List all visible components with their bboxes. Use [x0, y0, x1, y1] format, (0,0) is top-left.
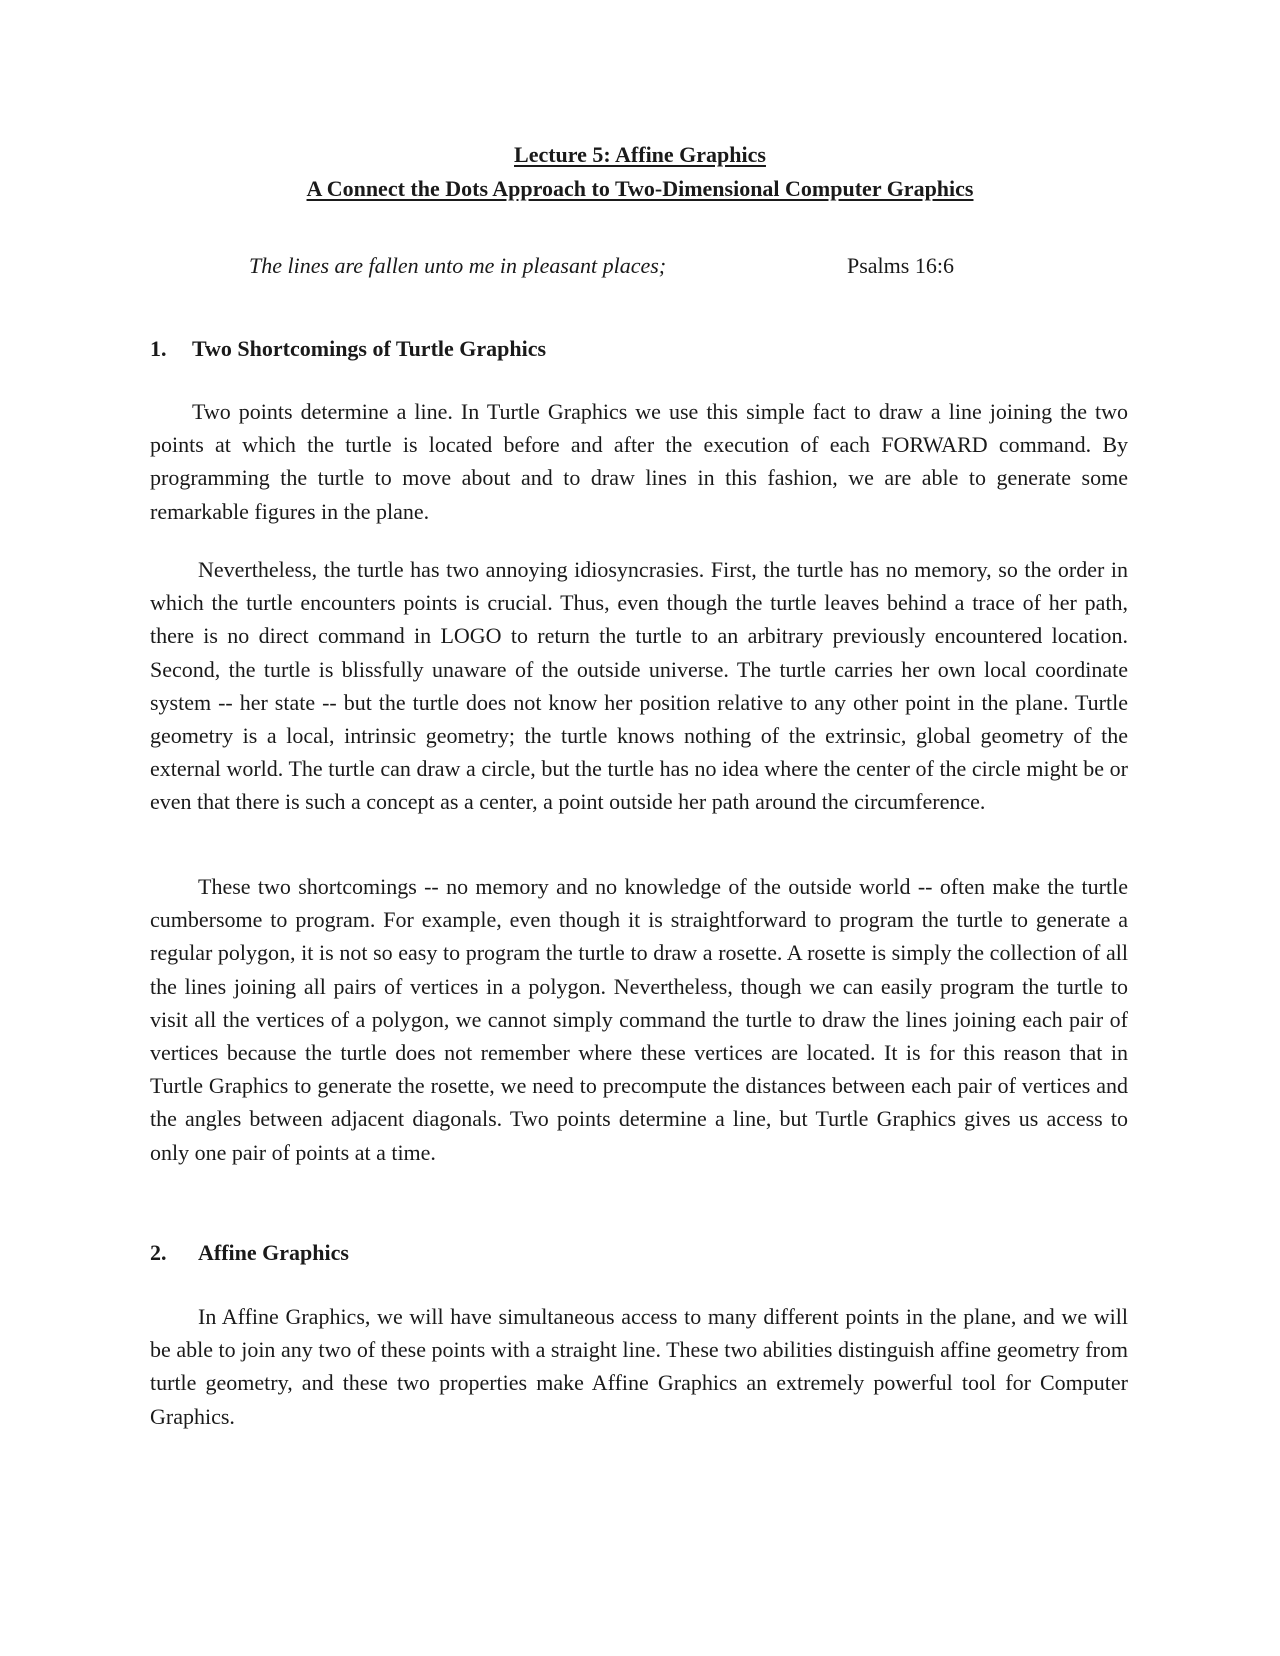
section-2-title: Affine Graphics	[198, 1240, 349, 1265]
document-title	[0, 138, 1280, 206]
epigraph-source: Psalms 16:6	[847, 253, 954, 278]
title-line-1: Lecture 5: Affine Graphics	[514, 142, 766, 167]
section-1-heading	[150, 333, 546, 365]
section-1-number: 1.	[150, 336, 167, 361]
section-1-paragraph-2: Nevertheless, the turtle has two annoying idiosyncrasies. First, the turtle has no memory, so the order in which the turtle encounters points is crucial. Thus, even though the turtle leaves behind a trace of her path, there is no direct command in LOGO to return the turtle to an arbitrary previously encountered location. Second, the turtle is blissfully unaware of the outside universe. The turtle carries her own local coordinate system -- her state -- but the turtle does not know her position relative to any other point in the plane. Turtle geometry is a local, intrinsic geometry; the turtle knows nothing of the extrinsic, global geometry of the external world. The turtle can draw a circle, but the turtle has no idea where the center of the circle might be or even that there is such a concept as a center, a point outside her path around the circumference.	[150, 557, 1128, 815]
section-1-paragraph-1: Two points determine a line. In Turtle Graphics we use this simple fact to draw a line joining the two points at which the turtle is located before and after the execution of each FORWARD command. By programming the turtle to move about and to draw lines in this fashion, we are able to generate some remarkable figures in the plane.	[150, 399, 1128, 524]
section-2-heading	[150, 1237, 349, 1269]
section-2-number: 2.	[150, 1240, 167, 1265]
section-1-paragraph-3: These two shortcomings -- no memory and no knowledge of the outside world -- often make the turtle cumbersome to program. For example, even though it is straightforward to program the turtle to generate a regular polygon, it is not so easy to program the turtle to draw a rosette. A rosette is simply the collection of all the lines joining all pairs of vertices in a polygon. Nevertheless, though we can easily program the turtle to visit all the vertices of a polygon, we cannot simply command the turtle to draw the lines joining each pair of vertices because the turtle does not remember where these vertices are located. It is for this reason that in Turtle Graphics to generate the rosette, we need to precompute the distances between each pair of vertices and the angles between adjacent diagonals. Two points determine a line, but Turtle Graphics gives us access to only one pair of points at a time.	[150, 874, 1128, 1165]
section-2-paragraph-1: In Affine Graphics, we will have simultaneous access to many different points in the plane, and we will be able to join any two of these points with a straight line. These two abilities distinguish affine geometry from turtle geometry, and these two properties make Affine Graphics an extremely powerful tool for Computer Graphics.	[150, 1304, 1128, 1429]
title-line-2: A Connect the Dots Approach to Two-Dimensional Computer Graphics	[306, 176, 974, 201]
epigraph	[249, 250, 989, 282]
epigraph-quote: The lines are fallen unto me in pleasant places;	[249, 253, 667, 278]
section-1-title: Two Shortcomings of Turtle Graphics	[192, 336, 547, 361]
